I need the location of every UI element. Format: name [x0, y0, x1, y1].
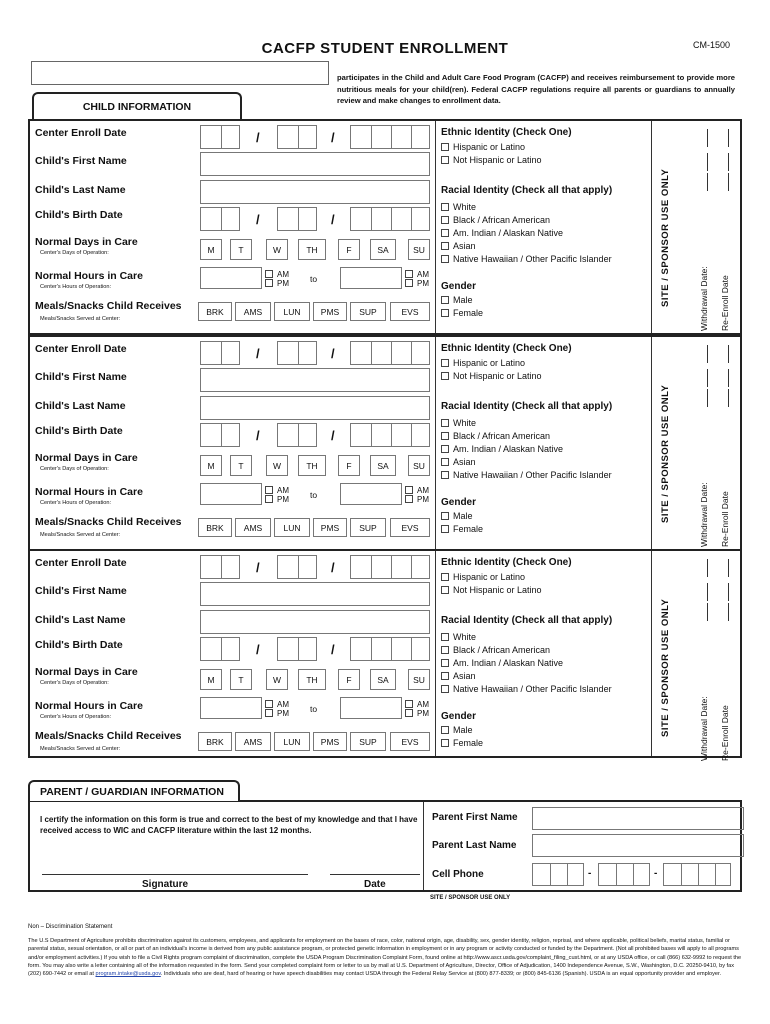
meal-option[interactable]: LUN	[274, 732, 310, 751]
day-option[interactable]: SA	[370, 455, 396, 476]
gender-option[interactable]: Female	[441, 738, 483, 748]
racial-identity-title: Racial Identity (Check all that apply)	[441, 401, 613, 412]
date-slash: /	[331, 560, 335, 575]
checkbox-icon[interactable]	[441, 672, 449, 680]
end-time-input[interactable]	[340, 267, 402, 289]
date-slash: /	[256, 346, 260, 361]
phone-prefix[interactable]	[598, 863, 650, 886]
meal-option[interactable]: EVS	[390, 302, 430, 321]
gender-option[interactable]: Male	[441, 295, 473, 305]
checkbox-icon[interactable]	[441, 242, 449, 250]
day-option[interactable]: M	[200, 455, 222, 476]
gender-option[interactable]: Male	[441, 725, 473, 735]
child-information-tab: CHILD INFORMATION	[32, 92, 242, 119]
birth-date-month[interactable]	[200, 207, 240, 231]
checkbox-icon[interactable]	[441, 203, 449, 211]
meal-option[interactable]: LUN	[274, 518, 310, 537]
racial-identity-title: Racial Identity (Check all that apply)	[441, 615, 613, 626]
day-option[interactable]: SA	[370, 239, 396, 260]
hours-in-care-label: Normal Hours in Care	[35, 486, 143, 498]
hours-of-operation-label: Center's Hours of Operation:	[40, 714, 112, 720]
nondiscrimination-text-a: The U.S Department of Agriculture prohibits discrimination against its customers, employees, and applicants for employment on the bases of race, color, national origin, age, disability, sex, gender identity, religion, reprisal, and where applicable, political beliefs, marital status, familial or parental status, sexual orientation, or all or part of an individual's income is derived from any public assistance program, or protected genetic information in employment or in any program or activity conducted or funded by the Department. (Not all prohibited bases will apply to all programs and/or employment activities.) If you wish to file a Civil Rights program complaint of discrimination, complete the USDA Program Discrimination Complaint Form, found online at http://www.ascr.usda.gov/complaint_filing_cust.html, or at any USDA office, or call (866) 632-9992 to request the form. You may also write a letter containing all of the information requested in the form. Send your completed complaint form or letter to us by mail at U.S. Department of Agriculture, Director, Office of Adjudication, 1400 Independence Avenue, S.W., Washington, D.C. 20250-9410, by fax (202) 690-7442 or email at	[28, 938, 742, 978]
parent-last-name-row	[432, 840, 742, 851]
start-time-input[interactable]	[200, 483, 262, 505]
enroll-date-day[interactable]	[277, 341, 317, 365]
days-in-care-label: Normal Days in Care	[35, 236, 138, 248]
last-name-label: Child's Last Name	[35, 614, 126, 626]
meal-option[interactable]: BRK	[198, 518, 232, 537]
racial-option[interactable]: Native Hawaiian / Other Pacific Islander	[441, 254, 612, 264]
time-to-label: to	[310, 490, 318, 500]
checkbox-icon[interactable]	[441, 156, 449, 164]
reenroll-date-label: Re-Enroll Date	[720, 491, 730, 547]
site-sponsor-label: SITE / SPONSOR USE ONLY	[660, 384, 671, 523]
site-sponsor-column	[652, 551, 740, 761]
day-option[interactable]: F	[338, 669, 360, 690]
enroll-date-year[interactable]	[350, 555, 430, 579]
racial-option[interactable]: Black / African American	[441, 645, 550, 655]
racial-option[interactable]: Am. Indian / Alaskan Native	[441, 444, 563, 454]
phone-area-code[interactable]	[532, 863, 584, 886]
checkbox-icon[interactable]	[441, 309, 449, 317]
nondiscrimination-text-b: . Individuals who are deaf, hard of hearing or have speech disabilities may contact USDA through the Federal Relay Service at (800) 877-8339; or (800) 845-6136 (Spanish). USDA is an equal opportunity provider and employer.	[160, 971, 722, 978]
time-to-label: to	[310, 704, 318, 714]
last-name-input[interactable]	[200, 396, 430, 420]
racial-option[interactable]: Asian	[441, 457, 476, 467]
checkbox-icon[interactable]	[441, 646, 449, 654]
meal-option[interactable]: BRK	[198, 302, 232, 321]
ethnic-identity-title: Ethnic Identity (Check One)	[441, 343, 572, 354]
racial-option[interactable]: White	[441, 632, 476, 642]
nondiscrimination-text	[28, 937, 742, 978]
date-slash: /	[256, 130, 260, 145]
enroll-date-month[interactable]	[200, 555, 240, 579]
meals-label: Meals/Snacks Child Receives	[35, 516, 182, 528]
birth-date-label: Child's Birth Date	[35, 209, 123, 221]
hours-of-operation-label: Center's Hours of Operation:	[40, 284, 112, 290]
checkbox-icon[interactable]	[441, 143, 449, 151]
day-option[interactable]: W	[266, 669, 288, 690]
child-panel-2	[28, 335, 742, 551]
hours-in-care-label: Normal Hours in Care	[35, 270, 143, 282]
enroll-date-day[interactable]	[277, 125, 317, 149]
gender-title: Gender	[441, 711, 477, 722]
withdrawal-date-label: Withdrawal Date:	[699, 482, 709, 547]
birth-date-label: Child's Birth Date	[35, 639, 123, 651]
meals-served-label: Meals/Snacks Served at Center:	[40, 532, 121, 538]
phone-line-number[interactable]	[663, 863, 731, 886]
birth-date-year[interactable]	[350, 207, 430, 231]
meals-label: Meals/Snacks Child Receives	[35, 300, 182, 312]
checkbox-icon[interactable]	[441, 573, 449, 581]
racial-option[interactable]: Asian	[441, 241, 476, 251]
time-to-label: to	[310, 274, 318, 284]
racial-option[interactable]: White	[441, 418, 476, 428]
checkbox-icon[interactable]	[441, 685, 449, 693]
birth-date-day[interactable]	[277, 207, 317, 231]
date-slash: /	[256, 212, 260, 227]
checkbox-icon[interactable]	[441, 659, 449, 667]
date-slash: /	[331, 642, 335, 657]
checkbox-icon[interactable]	[441, 471, 449, 479]
checkbox-icon[interactable]	[441, 359, 449, 367]
birth-date-day[interactable]	[277, 423, 317, 447]
checkbox-icon[interactable]	[441, 633, 449, 641]
end-time-input[interactable]	[340, 697, 402, 719]
parent-last-name-label: Parent Last Name	[432, 840, 517, 851]
end-am-pm[interactable]: AM PM	[405, 700, 429, 718]
phone-dash-1: -	[588, 868, 592, 879]
days-of-operation-label: Center's Days of Operation:	[40, 680, 109, 686]
start-time-input[interactable]	[200, 697, 262, 719]
gender-option[interactable]: Male	[441, 511, 473, 521]
days-in-care-label: Normal Days in Care	[35, 666, 138, 678]
meal-option[interactable]: SUP	[350, 518, 386, 537]
certification-text: I certify the information on this form is true and correct to the best of my knowledge and that I have received access to WIC and CACFP literature within the last 12 months.	[40, 815, 418, 835]
last-name-input[interactable]	[200, 610, 430, 634]
first-name-input[interactable]	[200, 582, 430, 606]
identity-fields	[436, 121, 652, 333]
ethnic-option[interactable]: Not Hispanic or Latino	[441, 585, 542, 595]
start-time-input[interactable]	[200, 267, 262, 289]
day-option[interactable]: F	[338, 239, 360, 260]
day-option[interactable]: W	[266, 239, 288, 260]
center-enroll-date-label: Center Enroll Date	[35, 127, 127, 139]
enroll-date-year[interactable]	[350, 125, 430, 149]
date-label: Date	[364, 879, 386, 890]
racial-option[interactable]: Native Hawaiian / Other Pacific Islander	[441, 470, 612, 480]
meal-option[interactable]: AMS	[235, 518, 271, 537]
last-name-input[interactable]	[200, 180, 430, 204]
gender-title: Gender	[441, 281, 477, 292]
parent-first-name-row	[432, 812, 742, 823]
birth-date-year[interactable]	[350, 637, 430, 661]
meal-option[interactable]: PMS	[313, 732, 347, 751]
birth-date-label: Child's Birth Date	[35, 425, 123, 437]
program-intake-email-link[interactable]: program.intake@usda.gov	[95, 971, 161, 978]
ethnic-option[interactable]: Hispanic or Latino	[441, 142, 525, 152]
racial-option[interactable]: Native Hawaiian / Other Pacific Islander	[441, 684, 612, 694]
form-title: CACFP STUDENT ENROLLMENT	[261, 40, 509, 57]
day-option[interactable]: T	[230, 669, 252, 690]
day-option[interactable]: TH	[298, 455, 326, 476]
date-slash: /	[331, 428, 335, 443]
reenroll-date-label: Re-Enroll Date	[720, 275, 730, 331]
racial-option[interactable]: Black / African American	[441, 215, 550, 225]
racial-option[interactable]: White	[441, 202, 476, 212]
meal-option[interactable]: SUP	[350, 732, 386, 751]
start-am-pm[interactable]: AM PM	[265, 270, 289, 288]
center-enroll-date-label: Center Enroll Date	[35, 343, 127, 355]
identity-fields	[436, 551, 652, 756]
first-name-label: Child's First Name	[35, 371, 127, 383]
checkbox-icon[interactable]	[441, 255, 449, 263]
ethnic-identity-title: Ethnic Identity (Check One)	[441, 127, 572, 138]
meals-label: Meals/Snacks Child Receives	[35, 730, 182, 742]
checkbox-icon[interactable]	[441, 586, 449, 594]
gender-option[interactable]: Female	[441, 524, 483, 534]
withdrawal-date-label: Withdrawal Date:	[699, 266, 709, 331]
checkbox-icon[interactable]	[441, 296, 449, 304]
intro-text: participates in the Child and Adult Care Food Program (CACFP) and receives reimbursement to provide more nutritious meals for your child(ren). Federal CACFP regulations require all parents or guardians to annually review and make changes to enrollment data.	[337, 73, 735, 105]
start-am-pm[interactable]: AM PM	[265, 486, 289, 504]
day-option[interactable]: W	[266, 455, 288, 476]
meal-option[interactable]: PMS	[313, 302, 347, 321]
day-option[interactable]: T	[230, 455, 252, 476]
checkbox-icon[interactable]	[441, 229, 449, 237]
meal-option[interactable]: PMS	[313, 518, 347, 537]
checkbox-icon[interactable]	[441, 216, 449, 224]
signature-label: Signature	[142, 879, 189, 890]
date-slash: /	[331, 130, 335, 145]
cell-phone-row	[432, 869, 742, 880]
site-sponsor-column	[652, 121, 740, 333]
meal-option[interactable]: SUP	[350, 302, 386, 321]
meal-option[interactable]: BRK	[198, 732, 232, 751]
center-enroll-date-label: Center Enroll Date	[35, 557, 127, 569]
last-name-label: Child's Last Name	[35, 400, 126, 412]
day-option[interactable]: F	[338, 455, 360, 476]
checkbox-icon[interactable]	[441, 432, 449, 440]
date-slash: /	[331, 212, 335, 227]
hours-of-operation-label: Center's Hours of Operation:	[40, 500, 112, 506]
day-option[interactable]: T	[230, 239, 252, 260]
meal-option[interactable]: EVS	[390, 518, 430, 537]
parent-last-name-input[interactable]	[532, 834, 744, 857]
day-option[interactable]: TH	[298, 239, 326, 260]
ethnic-option[interactable]: Not Hispanic or Latino	[441, 155, 542, 165]
birth-date-month[interactable]	[200, 637, 240, 661]
day-option[interactable]: TH	[298, 669, 326, 690]
start-am-pm[interactable]: AM PM	[265, 700, 289, 718]
parent-first-name-input[interactable]	[532, 807, 744, 830]
date-slash: /	[256, 428, 260, 443]
end-am-pm[interactable]: AM PM	[405, 486, 429, 504]
checkbox-icon[interactable]	[441, 458, 449, 466]
days-of-operation-label: Center's Days of Operation:	[40, 250, 109, 256]
parent-divider	[423, 802, 424, 890]
child-fields	[30, 121, 436, 333]
day-option[interactable]: SA	[370, 669, 396, 690]
child-fields	[30, 551, 436, 756]
meal-option[interactable]: EVS	[390, 732, 430, 751]
checkbox-icon[interactable]	[441, 445, 449, 453]
ethnic-identity-title: Ethnic Identity (Check One)	[441, 557, 572, 568]
parent-first-name-label: Parent First Name	[432, 812, 518, 823]
end-time-input[interactable]	[340, 483, 402, 505]
checkbox-icon[interactable]	[441, 525, 449, 533]
birth-date-day[interactable]	[277, 637, 317, 661]
first-name-input[interactable]	[200, 368, 430, 392]
form-number: CM-1500	[692, 40, 730, 50]
end-am-pm[interactable]: AM PM	[405, 270, 429, 288]
child-panel-1	[28, 119, 742, 335]
last-name-label: Child's Last Name	[35, 184, 126, 196]
date-line[interactable]	[330, 874, 420, 875]
center-name-field[interactable]	[31, 61, 329, 85]
day-option[interactable]: SU	[408, 239, 430, 260]
checkbox-icon[interactable]	[441, 726, 449, 734]
child-panel-3	[28, 549, 742, 761]
meal-option[interactable]: AMS	[235, 732, 271, 751]
racial-identity-title: Racial Identity (Check all that apply)	[441, 185, 613, 196]
parent-site-use-only: SITE / SPONSOR USE ONLY	[430, 895, 511, 901]
phone-dash-2: -	[654, 868, 658, 879]
days-of-operation-label: Center's Days of Operation:	[40, 466, 109, 472]
racial-option[interactable]: Asian	[441, 671, 476, 681]
date-slash: /	[331, 346, 335, 361]
meal-option[interactable]: AMS	[235, 302, 271, 321]
date-slash: /	[256, 560, 260, 575]
enroll-date-day[interactable]	[277, 555, 317, 579]
birth-date-month[interactable]	[200, 423, 240, 447]
racial-option[interactable]: Am. Indian / Alaskan Native	[441, 658, 563, 668]
meal-option[interactable]: LUN	[274, 302, 310, 321]
ethnic-option[interactable]: Not Hispanic or Latino	[441, 371, 542, 381]
racial-option[interactable]: Black / African American	[441, 431, 550, 441]
reenroll-date-label: Re-Enroll Date	[720, 705, 730, 761]
first-name-input[interactable]	[200, 152, 430, 176]
day-option[interactable]: SU	[408, 669, 430, 690]
enroll-date-month[interactable]	[200, 125, 240, 149]
day-option[interactable]: M	[200, 239, 222, 260]
meals-served-label: Meals/Snacks Served at Center:	[40, 316, 121, 322]
first-name-label: Child's First Name	[35, 155, 127, 167]
nondiscrimination-title: Non – Discrimination Statement	[28, 924, 113, 930]
enroll-date-year[interactable]	[350, 341, 430, 365]
ethnic-option[interactable]: Hispanic or Latino	[441, 572, 525, 582]
meals-served-label: Meals/Snacks Served at Center:	[40, 746, 121, 752]
first-name-label: Child's First Name	[35, 585, 127, 597]
child-fields	[30, 337, 436, 549]
cell-phone-label: Cell Phone	[432, 869, 484, 880]
site-sponsor-label: SITE / SPONSOR USE ONLY	[660, 168, 671, 307]
days-in-care-label: Normal Days in Care	[35, 452, 138, 464]
parent-guardian-panel	[28, 800, 742, 892]
racial-option[interactable]: Am. Indian / Alaskan Native	[441, 228, 563, 238]
checkbox-icon[interactable]	[441, 512, 449, 520]
identity-fields	[436, 337, 652, 549]
parent-guardian-tab: PARENT / GUARDIAN INFORMATION	[28, 780, 240, 801]
day-option[interactable]: SU	[408, 455, 430, 476]
enroll-date-month[interactable]	[200, 341, 240, 365]
checkbox-icon[interactable]	[441, 739, 449, 747]
day-option[interactable]: M	[200, 669, 222, 690]
checkbox-icon[interactable]	[441, 419, 449, 427]
site-sponsor-label: SITE / SPONSOR USE ONLY	[660, 598, 671, 737]
withdrawal-date-label: Withdrawal Date:	[699, 696, 709, 761]
checkbox-icon[interactable]	[441, 372, 449, 380]
site-sponsor-column	[652, 337, 740, 549]
gender-option[interactable]: Female	[441, 308, 483, 318]
birth-date-year[interactable]	[350, 423, 430, 447]
gender-title: Gender	[441, 497, 477, 508]
date-slash: /	[256, 642, 260, 657]
signature-line[interactable]	[42, 874, 308, 875]
hours-in-care-label: Normal Hours in Care	[35, 700, 143, 712]
ethnic-option[interactable]: Hispanic or Latino	[441, 358, 525, 368]
